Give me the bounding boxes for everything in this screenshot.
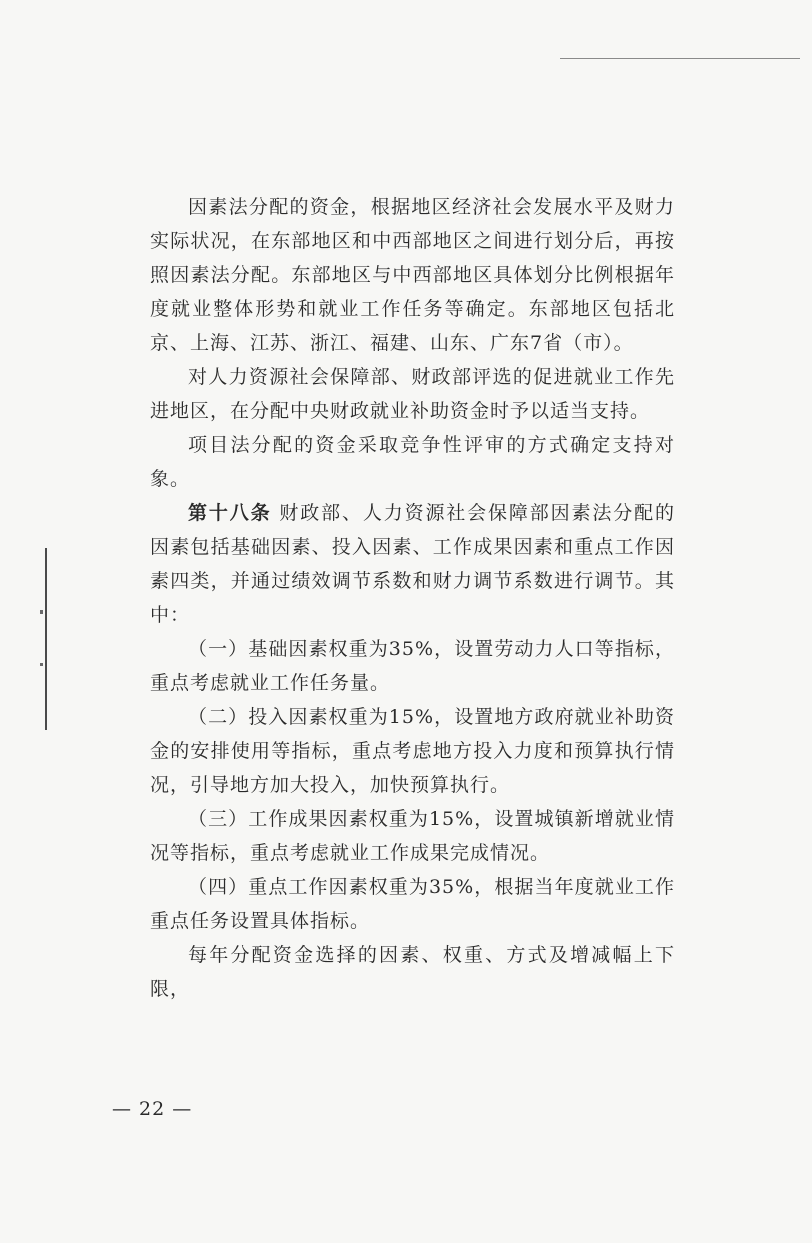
- binding-dot: [40, 610, 43, 614]
- document-body: [150, 190, 675, 1006]
- binding-mark: [45, 548, 47, 730]
- paragraph-factor-allocation: 因素法分配的资金，根据地区经济社会发展水平及财力实际状况，在东部地区和中西部地区之间进行划分后，再按照因素法分配。东部地区与中西部地区具体划分比例根据年度就业整体形势和就业工作任务等确定。东部地区包括北京、上海、江苏、浙江、福建、山东、广东7省（市）。: [150, 196, 675, 354]
- paragraph-basic-factor: （一）基础因素权重为35%，设置劳动力人口等指标，重点考虑就业工作任务量。: [150, 638, 675, 694]
- header-rule: [560, 58, 800, 59]
- binding-dot: [40, 663, 43, 666]
- paragraph-advanced-regions: 对人力资源社会保障部、财政部评选的促进就业工作先进地区，在分配中央财政就业补助资金时予以适当支持。: [150, 366, 675, 422]
- article-18-label: 第十八条: [188, 502, 272, 524]
- paragraph-article-18: [150, 496, 675, 632]
- paragraph-input-factor: （二）投入因素权重为15%，设置地方政府就业补助资金的安排使用等指标，重点考虑地方投入力度和预算执行情况，引导地方加大投入，加快预算执行。: [150, 706, 675, 796]
- paragraph-outcome-factor: （三）工作成果因素权重为15%，设置城镇新增就业情况等指标，重点考虑就业工作成果完成情况。: [150, 808, 675, 864]
- page-number: — 22 —: [112, 1098, 193, 1120]
- paragraph-project-allocation: 项目法分配的资金采取竞争性评审的方式确定支持对象。: [150, 434, 675, 490]
- paragraph-key-work-factor: （四）重点工作因素权重为35%，根据当年度就业工作重点任务设置具体指标。: [150, 876, 675, 932]
- article-18-text: 财政部、人力资源社会保障部因素法分配的因素包括基础因素、投入因素、工作成果因素和重点工作因素四类，并通过绩效调节系数和财力调节系数进行调节。其中：: [150, 502, 675, 626]
- paragraph-annual-allocation: 每年分配资金选择的因素、权重、方式及增减幅上下限，: [150, 944, 675, 1000]
